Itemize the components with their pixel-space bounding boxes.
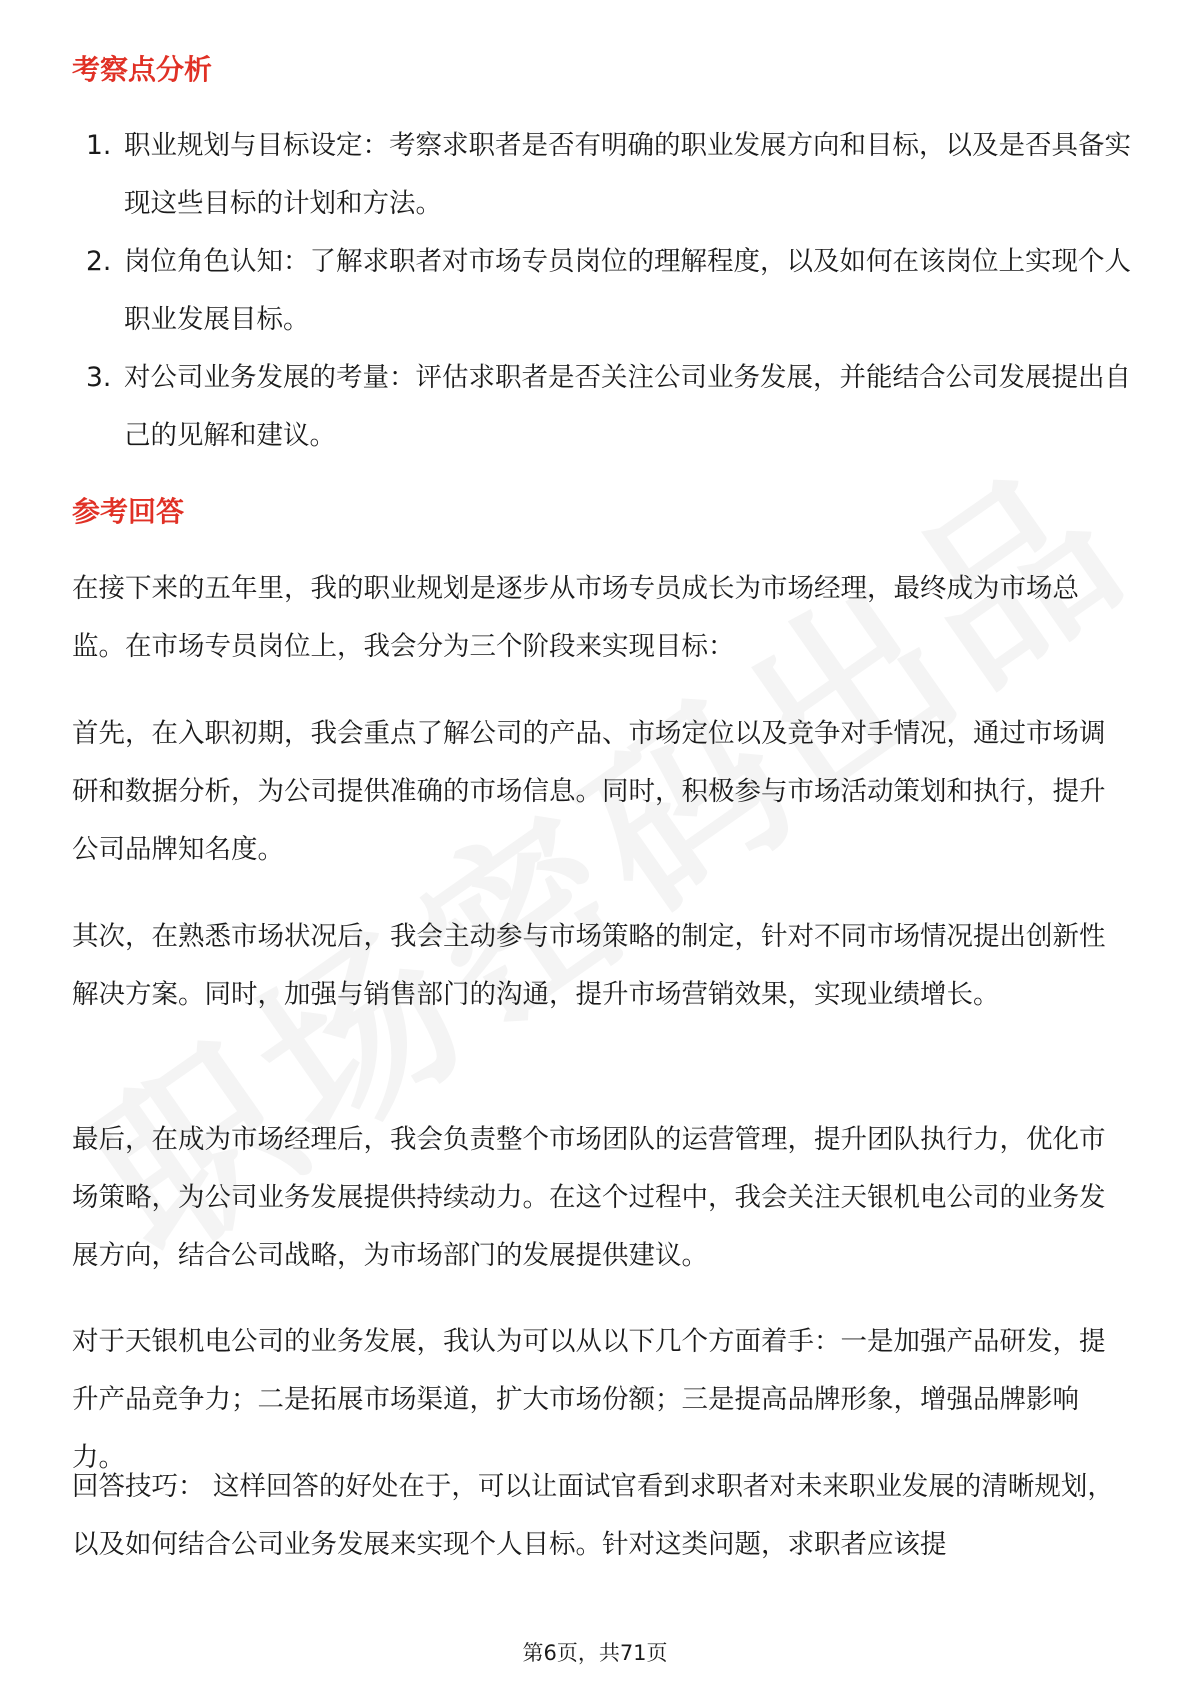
answer-paragraph: 最后，在成为市场经理后，我会负责整个市场团队的运营管理，提升团队执行力，优化市场策略，为公司业务发展提供持续动力。在这个过程中，我会关注天银机电公司的业务发展方向，结合公司战略，为市场部门的发展提供建议。 — [72, 1124, 1106, 1271]
analysis-list — [72, 117, 1132, 465]
list-item-number: 1. — [86, 130, 112, 161]
list-item-text: 职业规划与目标设定：考察求职者是否有明确的职业发展方向和目标，以及是否具备实现这些目标的计划和方法。 — [124, 130, 1131, 219]
section-title-analysis: 考察点分析 — [72, 53, 213, 86]
list-item — [72, 233, 1132, 349]
list-item-text: 对公司业务发展的考量：评估求职者是否关注公司业务发展，并能结合公司发展提出自己的见解和建议。 — [124, 362, 1131, 451]
list-item — [72, 349, 1132, 465]
answer-paragraph: 对于天银机电公司的业务发展，我认为可以从以下几个方面着手：一是加强产品研发，提升产品竞争力；二是拓展市场渠道，扩大市场份额；三是提高品牌形象，增强品牌影响力。 — [72, 1326, 1106, 1473]
list-item-number: 3. — [86, 362, 112, 393]
answer-tips-paragraph: 回答技巧： 这样回答的好处在于，可以让面试官看到求职者对未来职业发展的清晰规划，以及如何结合公司业务发展来实现个人目标。针对这类问题，求职者应该提 — [72, 1471, 1114, 1560]
section-title-answer: 参考回答 — [72, 495, 185, 528]
answer-paragraph: 首先，在入职初期，我会重点了解公司的产品、市场定位以及竞争对手情况，通过市场调研和数据分析，为公司提供准确的市场信息。同时，积极参与市场活动策划和执行，提升公司品牌知名度。 — [72, 718, 1106, 865]
answer-paragraph: 其次，在熟悉市场状况后，我会主动参与市场策略的制定，针对不同市场情况提出创新性解决方案。同时，加强与销售部门的沟通，提升市场营销效果，实现业绩增长。 — [72, 921, 1106, 1010]
list-item-text: 岗位角色认知：了解求职者对市场专员岗位的理解程度，以及如何在该岗位上实现个人职业发展目标。 — [124, 246, 1131, 335]
list-item — [72, 117, 1132, 233]
list-item-number: 2. — [86, 246, 112, 277]
answer-paragraph: 在接下来的五年里，我的职业规划是逐步从市场专员成长为市场经理，最终成为市场总监。在市场专员岗位上，我会分为三个阶段来实现目标： — [72, 573, 1079, 662]
page-number-footer: 第6页，共71页 — [522, 1641, 668, 1665]
